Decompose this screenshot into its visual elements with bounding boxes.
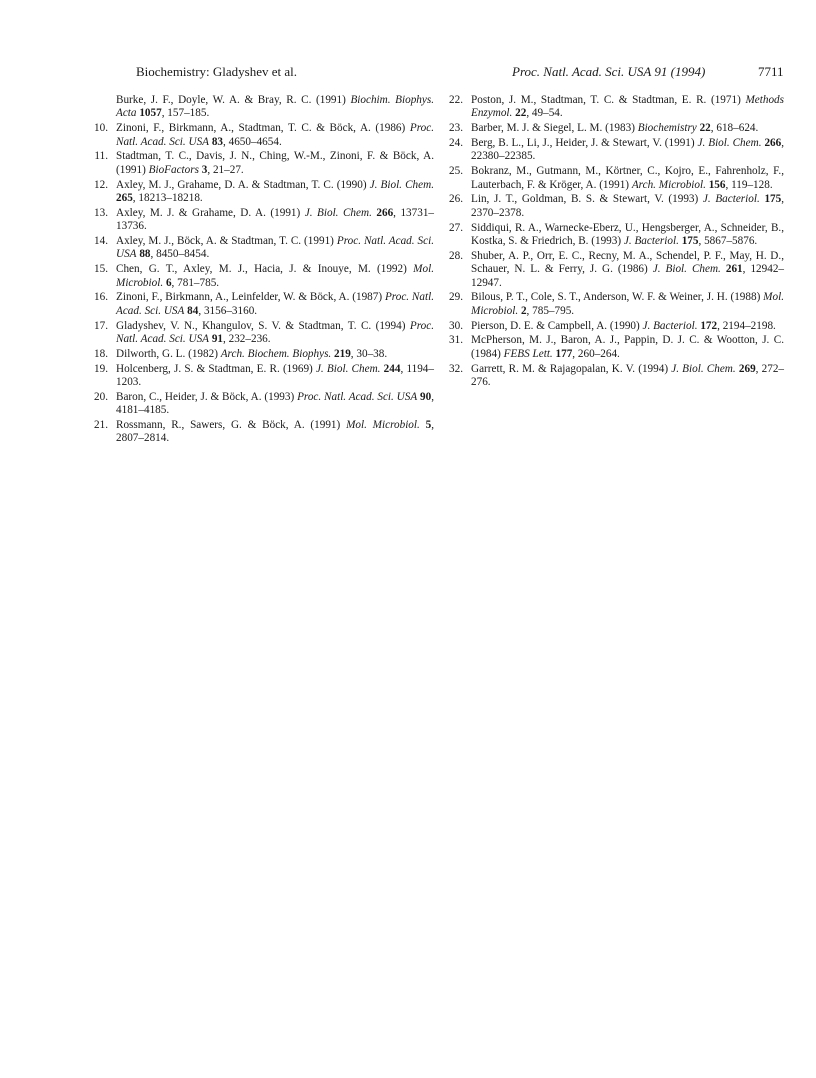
reference-authors: Gladyshev, V. N., Khangulov, S. V. & Stadtman, T. C. (1994) <box>116 319 410 332</box>
reference-item <box>443 122 784 135</box>
reference-item <box>88 235 434 262</box>
reference-journal: Arch. Biochem. Biophys. <box>220 347 332 360</box>
reference-item <box>88 94 434 121</box>
reference-volume: 175 <box>681 235 699 248</box>
reference-volume: 2 <box>520 304 527 317</box>
reference-journal: J. Biol. Chem. <box>369 178 434 191</box>
reference-pages: , 49–54. <box>526 107 563 120</box>
reference-pages: , 260–264. <box>572 347 620 360</box>
reference-number: 16. <box>94 291 108 304</box>
reference-pages: , 1194–1203. <box>116 362 434 389</box>
reference-pages: , 3156–3160. <box>198 304 258 317</box>
reference-item <box>88 207 434 234</box>
reference-journal: Mol. Microbiol. <box>471 291 784 317</box>
reference-volume: 175 <box>764 193 782 206</box>
reference-number: 25. <box>449 165 463 178</box>
reference-volume: 266 <box>376 206 394 219</box>
reference-item <box>88 291 434 318</box>
reference-number: 31. <box>449 334 463 347</box>
reference-authors: Rossmann, R., Sawers, G. & Böck, A. (1991) <box>116 419 347 432</box>
reference-journal: J. Biol. Chem. <box>652 263 721 276</box>
reference-pages: , 157–185. <box>161 107 210 120</box>
reference-item <box>88 363 434 390</box>
reference-journal: Proc. Natl. Acad. Sci. USA <box>116 291 435 317</box>
reference-authors: Pierson, D. E. & Campbell, A. (1990) <box>471 319 643 332</box>
reference-pages: , 18213–18218. <box>132 192 203 205</box>
reference-authors: Shuber, A. P., Orr, E. C., Recny, M. A., Schendel, P. F., May, H. D., Schauer, N. L. & Ferry, J. G. (1986) <box>471 249 784 276</box>
reference-journal: Methods Enzymol. <box>471 94 784 120</box>
reference-item <box>88 391 434 418</box>
reference-pages: , 5867–5876. <box>698 235 758 248</box>
reference-pages: , 2807–2814. <box>116 419 435 445</box>
reference-volume: 83 <box>211 135 223 148</box>
reference-pages: , 618–624. <box>710 122 759 135</box>
reference-authors: Dilworth, G. L. (1982) <box>116 347 221 360</box>
reference-number: 19. <box>94 362 108 375</box>
reference-authors: Lin, J. T., Goldman, B. S. & Stewart, V. (1993) <box>471 193 703 206</box>
reference-authors: Bilous, P. T., Cole, S. T., Anderson, W. F. & Weiner, J. H. (1988) <box>471 291 764 304</box>
reference-pages: , 4181–4185. <box>116 390 435 417</box>
reference-item <box>443 363 784 390</box>
reference-volume: 244 <box>383 362 401 375</box>
reference-number: 14. <box>94 235 108 248</box>
reference-journal: J. Biol. Chem. <box>671 362 736 375</box>
reference-authors: Berg, B. L., Li, J., Heider, J. & Stewart, V. (1991) <box>471 137 698 149</box>
reference-authors: Poston, J. M., Stadtman, T. C. & Stadtman, E. R. (1971) <box>471 94 746 106</box>
reference-volume: 1057 <box>139 107 162 120</box>
reference-journal: J. Biol. Chem. <box>697 137 762 149</box>
reference-authors: Burke, J. F., Doyle, W. A. & Bray, R. C. (1991) <box>116 94 351 106</box>
reference-number: 18. <box>94 347 108 360</box>
reference-authors: Zinoni, F., Birkmann, A., Leinfelder, W. & Böck, A. (1987) <box>116 291 385 304</box>
reference-journal: Biochemistry <box>637 122 697 135</box>
reference-pages: , 8450–8454. <box>150 248 210 261</box>
references-right-column <box>443 94 784 391</box>
reference-pages: , 781–785. <box>171 276 220 289</box>
reference-item <box>443 222 784 249</box>
reference-journal: J. Bacteriol. <box>642 319 698 332</box>
reference-pages: , 13731–13736. <box>116 206 435 233</box>
reference-journal: J. Biol. Chem. <box>315 362 381 375</box>
reference-authors: Garrett, R. M. & Rajagopalan, K. V. (1994) <box>471 362 672 375</box>
header-page-number: 7711 <box>758 64 784 79</box>
reference-volume: 88 <box>139 248 151 261</box>
reference-volume: 91 <box>211 333 223 346</box>
reference-authors: McPherson, M. J., Baron, A. J., Pappin, D. J. C. & Wootton, J. C. (1984) <box>471 334 784 360</box>
reference-volume: 269 <box>738 362 756 375</box>
reference-journal: J. Bacteriol. <box>623 235 679 248</box>
reference-authors: Axley, M. J., Böck, A. & Stadtman, T. C. (1991) <box>116 235 337 248</box>
reference-number: 17. <box>94 319 108 332</box>
reference-volume: 261 <box>725 263 743 276</box>
reference-journal: Proc. Natl. Acad. Sci. USA <box>116 235 434 261</box>
reference-journal: Arch. Microbiol. <box>631 178 706 191</box>
reference-number: 29. <box>449 291 463 304</box>
reference-authors: Chen, G. T., Axley, M. J., Hacia, J. & Inouye, M. (1992) <box>116 263 414 276</box>
reference-journal: FEBS Lett. <box>503 347 553 360</box>
reference-item <box>88 348 434 361</box>
reference-volume: 156 <box>708 178 726 191</box>
reference-number: 10. <box>94 122 108 135</box>
reference-item <box>443 165 784 192</box>
reference-authors: Axley, M. J. & Grahame, D. A. (1991) <box>116 206 305 219</box>
references-left-column <box>88 94 434 447</box>
reference-pages: , 2194–2198. <box>717 319 776 332</box>
reference-item <box>88 263 434 290</box>
reference-journal: J. Biol. Chem. <box>304 206 372 219</box>
reference-item <box>443 137 784 164</box>
reference-authors: Bokranz, M., Gutmann, M., Körtner, C., Kojro, E., Fahrenholz, F., Lauterbach, F. & Kröger, A. (1991) <box>471 165 784 191</box>
reference-item <box>88 122 434 149</box>
reference-authors: Zinoni, F., Birkmann, A., Stadtman, T. C. & Böck, A. (1986) <box>116 122 410 135</box>
reference-number: 26. <box>449 193 463 206</box>
reference-journal: Proc. Natl. Acad. Sci. USA <box>116 319 434 346</box>
reference-authors: Axley, M. J., Grahame, D. A. & Stadtman, T. C. (1990) <box>116 178 370 191</box>
reference-volume: 3 <box>201 163 208 176</box>
reference-pages: , 4650–4654. <box>223 135 282 148</box>
reference-item <box>443 334 784 361</box>
reference-pages: , 272–276. <box>471 362 785 389</box>
reference-journal: Mol. Microbiol. <box>346 419 420 432</box>
reference-volume: 6 <box>165 276 172 289</box>
reference-pages: , 30–38. <box>350 347 388 360</box>
reference-pages: , 22380–22385. <box>471 137 785 163</box>
reference-volume: 90 <box>420 390 432 403</box>
reference-pages: , 2370–2378. <box>471 193 785 219</box>
reference-authors: Barber, M. J. & Siegel, L. M. (1983) <box>471 122 638 135</box>
reference-pages: , 21–27. <box>207 163 244 176</box>
reference-item <box>88 150 434 177</box>
reference-number: 15. <box>94 263 108 276</box>
reference-authors: Baron, C., Heider, J. & Böck, A. (1993) <box>116 390 298 403</box>
reference-number: 22. <box>449 94 463 106</box>
reference-volume: 84 <box>187 304 199 317</box>
reference-number: 12. <box>94 178 108 191</box>
reference-volume: 177 <box>555 347 573 360</box>
reference-number: 13. <box>94 206 108 219</box>
reference-item <box>443 94 784 121</box>
reference-volume: 5 <box>425 419 432 432</box>
reference-number: 30. <box>449 319 463 332</box>
reference-journal: Proc. Natl. Acad. Sci. USA <box>297 390 418 403</box>
reference-number: 21. <box>94 419 108 432</box>
reference-number: 11. <box>94 150 108 163</box>
reference-authors: Stadtman, T. C., Davis, J. N., Ching, W.-M., Zinoni, F. & Böck, A. (1991) <box>116 150 434 176</box>
reference-journal: Biochim. Biophys. Acta <box>116 94 434 120</box>
reference-volume: 219 <box>334 347 351 360</box>
reference-volume: 22 <box>699 122 711 135</box>
header-journal-citation: Proc. Natl. Acad. Sci. USA 91 (1994) <box>512 64 706 79</box>
reference-pages: , 12942–12947. <box>471 263 784 289</box>
reference-journal: BioFactors <box>148 163 199 176</box>
reference-item <box>443 250 784 290</box>
reference-volume: 266 <box>764 137 782 149</box>
reference-volume: 265 <box>116 192 133 205</box>
reference-number: 23. <box>449 122 463 135</box>
running-header <box>0 64 816 82</box>
reference-number: 27. <box>449 221 463 234</box>
header-author-section: Biochemistry: Gladyshev et al. <box>136 64 298 79</box>
reference-volume: 172 <box>700 319 718 332</box>
reference-journal: J. Bacteriol. <box>702 193 760 206</box>
reference-authors: Siddiqui, R. A., Warnecke-Eberz, U., Hengsberger, A., Schneider, B., Kostka, S. & Friedrich, B. (1993) <box>471 221 784 248</box>
reference-number: 28. <box>449 249 463 262</box>
reference-item <box>88 419 434 446</box>
reference-number: 24. <box>449 137 463 149</box>
reference-item <box>88 179 434 206</box>
reference-pages: , 232–236. <box>223 333 271 346</box>
reference-authors: Holcenberg, J. S. & Stadtman, E. R. (1969) <box>116 362 316 375</box>
reference-number: 32. <box>449 362 463 375</box>
reference-item <box>443 320 784 333</box>
reference-journal: Proc. Natl. Acad. Sci. USA <box>116 122 434 148</box>
reference-item <box>443 193 784 220</box>
reference-pages: , 785–795. <box>526 304 575 317</box>
reference-number: 20. <box>94 390 108 403</box>
reference-pages: , 119–128. <box>725 178 773 191</box>
reference-item <box>88 320 434 347</box>
reference-journal: Mol. Microbiol. <box>116 263 434 289</box>
reference-item <box>443 291 784 318</box>
reference-volume: 22 <box>515 107 527 120</box>
